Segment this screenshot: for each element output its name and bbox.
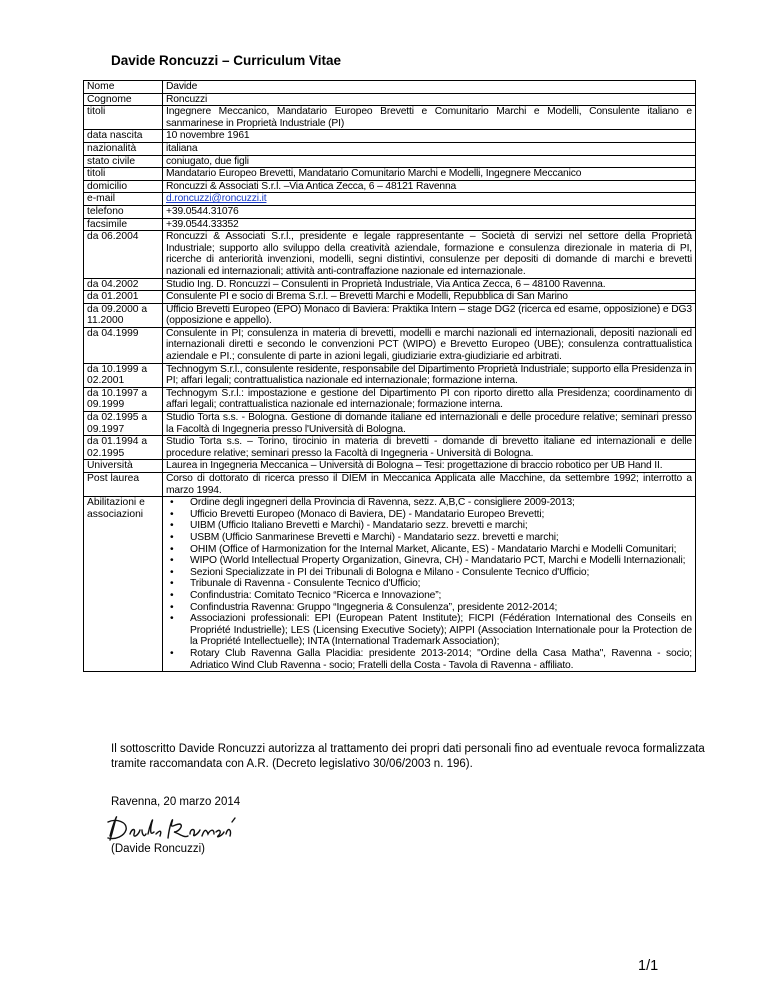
row-value: Consulente PI e socio di Brema S.r.l. – Brevetti Marchi e Modelli, Repubblica di San Marino [163,291,696,304]
cv-row [84,205,696,218]
row-label: da 06.2004 [84,231,163,278]
cv-row [84,231,696,278]
row-label: da 01.1994 a 02.1995 [84,436,163,460]
cv-table-body [84,81,696,672]
row-label: da 09.2000 a 11.2000 [84,303,163,327]
row-value: Roncuzzi & Associati S.r.l., presidente e legale rappresentante – Società di servizi nel settore della Proprietà Industriale; supporto allo sviluppo della creatività aziendale, formazione e consulenza direzionale in materia di PI, ricerche di anteriorità invenzioni, modelli, segni distintivi, consulenze per depositi di domande di marchi e brevetti nazionali ed internazionali; attività anti-contraffazione nazionale ed internazionale. [163,231,696,278]
row-value: Studio Ing. D. Roncuzzi – Consulenti in Proprietà Industriale, Via Antica Zecca, 6 – 48100 Ravenna. [163,278,696,291]
cv-row [84,278,696,291]
cv-row [84,460,696,473]
row-value: Technogym S.r.l., consulente residente, responsabile del Dipartimento Proprietà Industriale; supporto ella Presidenza in PI; affari legali; contrattualistica nazionale ed internazionale; formazione interna. [163,363,696,387]
row-value: italiana [163,142,696,155]
row-value: Roncuzzi & Associati S.r.l. –Via Antica Zecca, 6 – 48121 Ravenna [163,180,696,193]
signature-name: (Davide Roncuzzi) [111,843,205,855]
list-item: • Rotary Club Ravenna Galla Placidia: presidente 2013-2014; "Ordine della Casa Matha", Ravenna - socio; Adriatico Wind Club Ravenna - socio; Fratelli della Costa - Tavola di Ravenna - affiliato. [190,648,692,671]
cv-row [84,130,696,143]
list-item: • Ufficio Brevetti Europeo (Monaco di Baviera, DE) - Mandatario Europeo Brevetti; [190,509,692,521]
list-item: • Sezioni Specializzate in PI dei Tribunali di Bologna e Milano - Consulente Tecnico d'Ufficio; [190,567,692,579]
row-label: nazionalità [84,142,163,155]
row-value: Laurea in Ingegneria Meccanica – Università di Bologna – Tesi: progettazione di braccio robotico per UB Hand II. [163,460,696,473]
row-label: Post laurea [84,473,163,497]
cv-row [84,473,696,497]
cv-row [84,387,696,411]
row-label: stato civile [84,155,163,168]
row-label: e-mail [84,193,163,206]
row-label: Abilitazioni e associazioni [84,497,163,672]
cv-row [84,155,696,168]
row-value: Technogym S.r.l.: impostazione e gestione del Dipartimento PI con riporto diretto alla Presidenza; coordinamento di affari legali; contrattualistica nazionale ed internazionale; formazione interna. [163,387,696,411]
row-value: Consulente in PI; consulenza in materia di brevetti, modelli e marchi nazionali ed internazionali, depositi nazionali ed internazionali diretti e secondo le convenzioni PCT (WIPO) e Brevetto Europeo (UBE); consulenza contrattualistica aziendale e PI.; consulente di parte in azioni legali, giudiziarie extra-giudiziarie ed arbitrati. [163,327,696,363]
list-item: • Tribunale di Ravenna - Consulente Tecnico d'Ufficio; [190,578,692,590]
list-item: • Confindustria: Comitato Tecnico “Ricerca e Innovazione”; [190,590,692,602]
list-item: • Ordine degli ingegneri della Provincia di Ravenna, sezz. A,B,C - consigliere 2009-2013; [190,497,692,509]
row-value: 10 novembre 1961 [163,130,696,143]
row-value: Studio Torta s.s. – Torino, tirocinio in materia di brevetti - domande di brevetto italiane ed internazionali e delle procedure relative; seminari presso la Facoltà di Ingegneria - Università di Bologna. [163,436,696,460]
page-number: 1/1 [638,958,659,974]
row-label: facsimile [84,218,163,231]
cv-row [84,363,696,387]
row-label: data nascita [84,130,163,143]
row-label: da 01.2001 [84,291,163,304]
cv-row [84,412,696,436]
row-label: da 02.1995 a 09.1997 [84,412,163,436]
list-item: • WIPO (World Intellectual Property Organization, Ginevra, CH) - Mandatario PCT, Marchi e Modelli Internazionali; [190,555,692,567]
row-label: da 04.1999 [84,327,163,363]
document-title: Davide Roncuzzi – Curriculum Vitae [111,53,342,68]
row-value: Studio Torta s.s. - Bologna. Gestione di domande italiane ed internazionali e delle procedure relative; seminari presso la Facoltà di Ingegneria presso l'Università di Bologna. [163,412,696,436]
row-label: da 10.1999 a 02.2001 [84,363,163,387]
row-value: Ingegnere Meccanico, Mandatario Europeo Brevetti e Comunitario Marchi e Modelli, Consulente italiano e sanmarinese in Proprietà Industriale (PI) [163,106,696,130]
row-label: Università [84,460,163,473]
row-label: titoli [84,168,163,181]
cv-row [84,81,696,94]
cv-row [84,291,696,304]
privacy-consent: Il sottoscritto Davide Roncuzzi autorizza al trattamento dei propri dati personali fino ad eventuale revoca formalizzata tramite raccomandata con A.R. (Decreto legislativo 30/06/2003 n. 196). [111,743,705,770]
row-value: Corso di dottorato di ricerca presso il DIEM in Meccanica Applicata alle Macchine, da settembre 1992; interrotto a marzo 1994. [163,473,696,497]
associations-list [166,497,692,671]
list-item: • Associazioni professionali: EPI (European Patent Institute); FICPI (Fédération International des Conseils en Propriété Industrielle); LES (Licensing Executive Society); AIPPI (Association Internationale pour la Protection de la Propriété Intellectuelle); INTA (International Trademark Association); [190,613,692,648]
list-item: • USBM (Ufficio Sanmarinese Brevetti e Marchi) - Mandatario sezz. brevetti e marchi; [190,532,692,544]
cv-row [84,327,696,363]
list-item: • Confindustria Ravenna: Gruppo “Ingegneria & Consulenza”, presidente 2012-2014; [190,602,692,614]
handwritten-signature [104,812,244,846]
row-label: titoli [84,106,163,130]
email-link[interactable]: d.roncuzzi@roncuzzi.it [166,193,267,205]
row-label: telefono [84,205,163,218]
cv-row [84,180,696,193]
cv-row [84,436,696,460]
cv-row [84,303,696,327]
row-value: coniugato, due figli [163,155,696,168]
cv-row-associations [84,497,696,672]
cv-table [83,80,696,672]
row-value: Ufficio Brevetti Europeo (EPO) Monaco di Baviera: Praktika Intern – stage DG2 (ricerca ed esame, opposizione) e DG3 (opposizione e appello). [163,303,696,327]
place-date: Ravenna, 20 marzo 2014 [111,796,241,808]
row-label: Nome [84,81,163,94]
row-label: domicilio [84,180,163,193]
list-item: • UIBM (Ufficio Italiano Brevetti e Marchi) - Mandatario sezz. brevetti e marchi; [190,520,692,532]
list-item: • OHIM (Office of Harmonization for the Internal Market, Alicante, ES) - Mandatario Marchi e Modelli Comunitari; [190,544,692,556]
cv-row [84,106,696,130]
row-value: +39.0544.33352 [163,218,696,231]
row-value: Roncuzzi [163,93,696,106]
associations-list-cell [163,497,696,672]
row-label: da 04.2002 [84,278,163,291]
row-value: Davide [163,81,696,94]
row-label: Cognome [84,93,163,106]
row-label: da 10.1997 a 09.1999 [84,387,163,411]
cv-row [84,193,696,206]
cv-row [84,142,696,155]
row-value: +39.0544.31076 [163,205,696,218]
row-value [163,193,696,206]
cv-row [84,218,696,231]
cv-row [84,168,696,181]
cv-row [84,93,696,106]
row-value: Mandatario Europeo Brevetti, Mandatario Comunitario Marchi e Modelli, Ingegnere Meccanico [163,168,696,181]
